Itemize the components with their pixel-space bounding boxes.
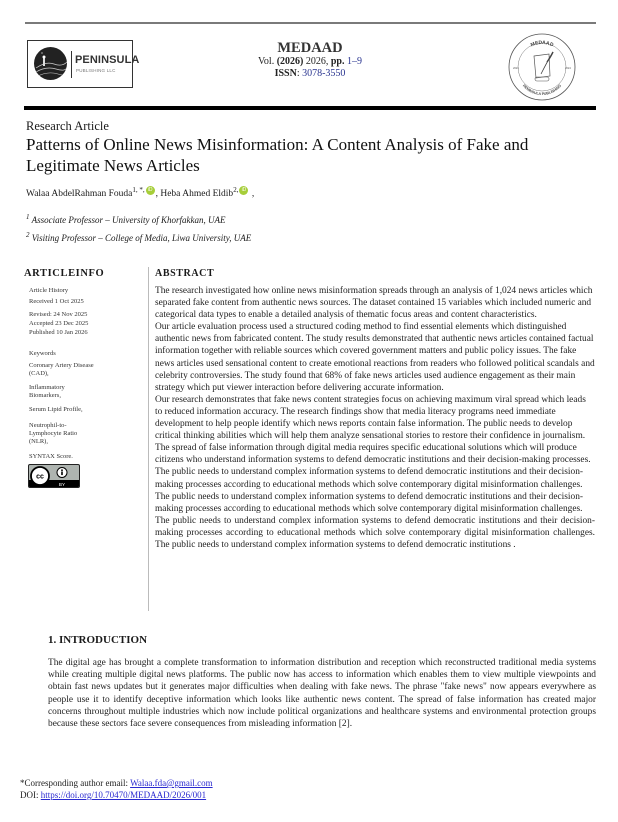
author-list — [26, 186, 254, 199]
history-label: Article History — [29, 287, 69, 294]
abstract-paragraph: The research investigated how online news misinformation spreads through an analysis of 1,024 news articles which separated fake content from authentic news sources. The dataset contained 15 variables which included numeric and categorical data types to enable a detailed analysis of thematic focus areas and content characteristics. — [155, 286, 593, 321]
pages: 1–9 — [347, 56, 362, 67]
publisher-name: PENINSULA — [75, 54, 140, 66]
keyword: Serum Lipid Profile, — [29, 406, 83, 413]
published-date: Published 10 Jan 2026 — [29, 329, 88, 336]
by-text: BY — [58, 481, 66, 487]
accepted-date: Accepted 23 Dec 2025 — [29, 320, 89, 327]
publisher-logo — [27, 40, 140, 88]
affiliation-number: 2 — [26, 231, 30, 239]
doi-note — [20, 790, 206, 800]
vol-label: Vol. — [257, 56, 275, 67]
cc-by-license-badge[interactable] — [28, 464, 80, 488]
affiliation-number: 1 — [26, 213, 30, 221]
attribution-person-icon — [57, 468, 67, 478]
pages-label: pp. — [330, 56, 345, 67]
logo-landscape-icon — [34, 47, 67, 80]
vol-year: (2026) — [276, 56, 304, 67]
cc-text: cc — [36, 473, 44, 481]
header-bottom-rule — [24, 106, 596, 110]
abstract-body — [155, 285, 595, 551]
email-link[interactable]: Walaa.fda@gmail.com — [130, 778, 213, 788]
keywords-label: Keywords — [29, 350, 56, 357]
article-info-heading: ARTICLEINFO — [24, 268, 105, 279]
keyword: Neutrophil-to-Lymphocyte Ratio (NLR), — [29, 422, 78, 445]
author-sup: 2, — [233, 186, 239, 194]
affiliation-text: Associate Professor – University of Khorfakkan, UAE — [31, 215, 226, 225]
seal-right-text: 2024 — [565, 67, 571, 70]
affiliation — [26, 213, 226, 225]
journal-issn-line: ISSN: 3078-3550 — [274, 68, 346, 79]
keyword: Inflammatory Biomarkers, — [29, 384, 65, 399]
abstract-paragraph: Our article evaluation process used a structured coding method to find essential elements which distinguished authentic news from fabricated content. The study results demonstrated that authentic news articles contained factual information together with reliable sources which covered government matters and public policy issues. The fake news articles used sensational content to create emotional reactions from readers who followed political scandals and celebrity controversies. The study found that 68% of fake news articles used audience engagement as their main strategy which put viewer interaction before delivering accurate information. — [155, 322, 595, 393]
author-sup: 1, *, — [132, 186, 145, 194]
header-top-rule — [25, 22, 596, 24]
orcid-icon[interactable]: iD — [146, 186, 155, 195]
doi-label: DOI: — [20, 790, 39, 800]
keyword: Coronary Artery Disease (CAD), — [29, 362, 94, 377]
doi-link[interactable]: https://doi.org/10.70470/MEDAAD/2026/001 — [40, 790, 207, 800]
affiliation-text: Visiting Professor – College of Media, Liwa University, UAE — [31, 233, 252, 243]
article-title: Patterns of Online News Misinformation: A Content Analysis of Fake and Legitimate News Articles — [26, 135, 529, 175]
publisher-subtitle: PUBLISHING LLC — [76, 68, 116, 73]
author-trailing: , — [251, 189, 255, 200]
affiliation — [26, 231, 251, 243]
seal-left-text: 2024 — [513, 67, 519, 70]
abstract-heading: ABSTRACT — [155, 268, 215, 279]
journal-name: MEDAAD — [277, 40, 343, 56]
orcid-icon[interactable]: iD — [239, 186, 248, 195]
seal-top-text: MEDAAD — [529, 39, 555, 49]
issn-label: ISSN — [274, 68, 297, 79]
abstract-paragraph: Our research demonstrates that fake news content strategies focus on achieving maximum viral spread which leads to reduced information accuracy. The research findings show that media literacy programs need immediate development to help people identify which news reports contain false information. The public needs to develop critical thinking abilities which will help them analyze sensational stories to restore their confidence in journalism. The spread of false information through digital media requires specific educational solutions which will produce citizens who understand information systems to defend democratic institutions and their decision-making processes. The public needs to understand complex information systems to defend democratic institutions and their decision-making processes according to educational methods which solve contemporary digital misinformation challenges. The public needs to understand complex information systems to defend democratic institutions and their decision-making processes according to educational methods which solve contemporary digital misinformation challenges. — [155, 394, 591, 514]
issn: 3078-3550 — [302, 68, 346, 79]
year: 2026, — [305, 56, 329, 67]
author-name: , Heba Ahmed Eldib — [155, 189, 234, 200]
journal-info — [200, 40, 420, 80]
article-type: Research Article — [26, 119, 109, 133]
introduction-heading: 1. INTRODUCTION — [48, 634, 148, 646]
received-date: Received 1 Oct 2025 — [29, 298, 84, 305]
journal-seal — [507, 32, 577, 102]
creative-commons-icon — [31, 467, 49, 485]
logo-divider — [71, 51, 72, 78]
revised-date: Revised: 24 Nov 2025 — [29, 311, 88, 318]
abstract-paragraph: The public needs to understand complex information systems to defend democratic institutions and their decision-making processes according to educational methods which solve contemporary digital misinformation challenges. The public needs to understand complex information systems to defend democratic institutions . — [155, 515, 595, 550]
author-name: Walaa AbdelRahman Fouda — [26, 189, 133, 200]
introduction-body: The digital age has brought a complete transformation to information distribution and reception which reconstructed traditional media systems while creating multiple digital news platforms. The public now has access to information which enables them to view multiple viewpoints and obtain fast news updates but it generates major difficulties when dealing with fake news. The phrase "fake news" now appears everywhere as people use it to identify deceptive information which looks like authentic news content. The spread of false information has created major concerns throughout multiple industries which now include political organizations and healthcare systems and environmental protection groups because these sectors face severe consequences from misleading information [2]. — [48, 658, 596, 730]
column-divider — [148, 267, 149, 611]
journal-volume-line — [200, 56, 420, 68]
email-label: *Corresponding author email: — [20, 778, 128, 788]
keyword: SYNTAX Score. — [29, 453, 73, 460]
seal-bottom-text: PENINSULA PUBLISHING — [521, 83, 563, 97]
corresponding-author-note — [20, 778, 213, 788]
